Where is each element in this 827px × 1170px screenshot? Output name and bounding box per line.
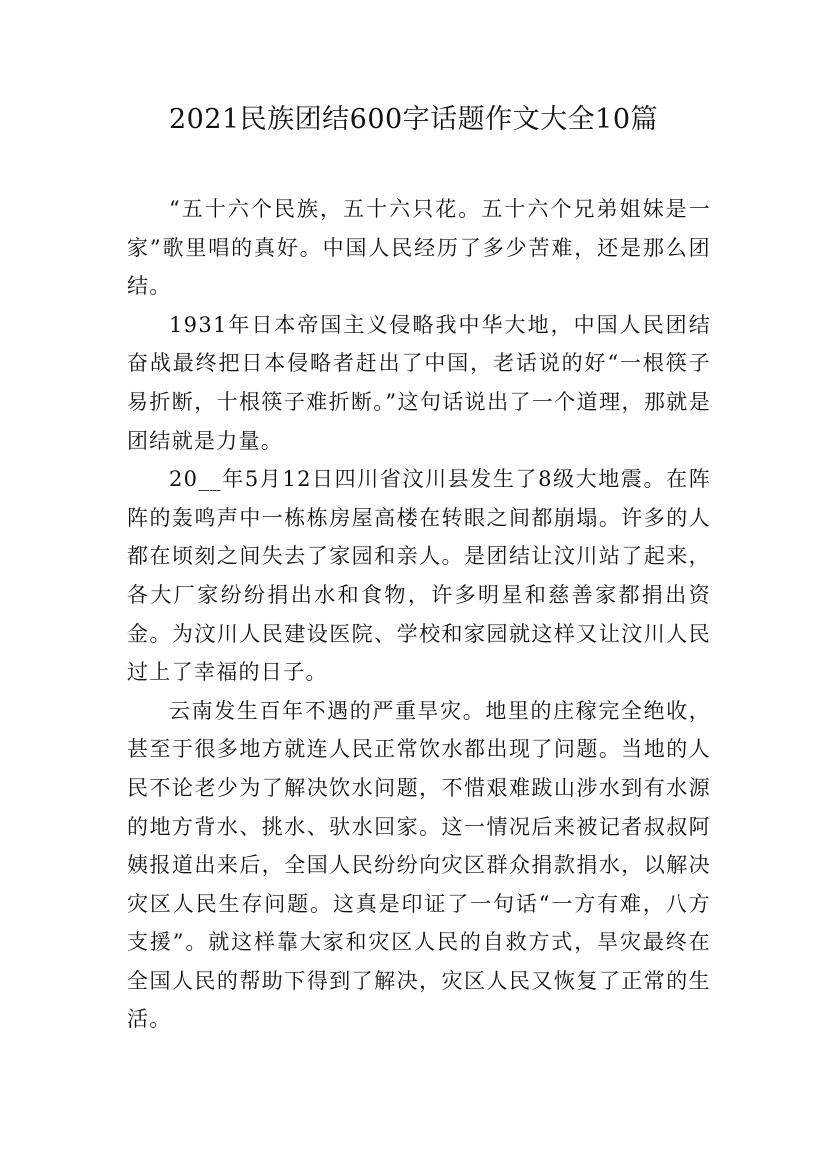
paragraph-4: 云南发生百年不遇的严重旱灾。地里的庄稼完全绝收，甚至于很多地方就连人民正常饮水都出现了问题。当地的人民不论老少为了解决饮水问题，不惜艰难跋山涉水到有水源的地方背水、挑水、驮水回家。这一情况后来被记者叔叔阿姨报道出来后，全国人民纷纷向灾区群众捐款捐水，以解决灾区人民生存问题。这真是印证了一句话“一方有难，八方支援”。就这样靠大家和灾区人民的自救方式，旱灾最终在全国人民的帮助下得到了解决，灾区人民又恢复了正常的生活。 [127,698,711,1032]
document-body [127,190,711,1039]
paragraph-1: “五十六个民族，五十六只花。五十六个兄弟姐妹是一家”歌里唱的真好。中国人民经历了多少苦难，还是那么团结。 [127,197,711,299]
document-title: 2021民族团结600字话题作文大全10篇 [168,104,659,135]
paragraph-3: 20__年5月12日四川省汶川县发生了8级大地震。在阵阵的轰鸣声中一栋栋房屋高楼在转眼之间都崩塌。许多的人都在顷刻之间失去了家园和亲人。是团结让汶川站了起来，各大厂家纷纷捐出水和食物，许多明星和慈善家都捐出资金。为汶川人民建设医院、学校和家园就这样又让汶川人民过上了幸福的日子。 [127,467,711,685]
paragraph-2: 1931年日本帝国主义侵略我中华大地，中国人民团结奋战最终把日本侵略者赶出了中国，老话说的好“一根筷子易折断，十根筷子难折断。”这句话说出了一个道理，那就是团结就是力量。 [127,312,711,453]
